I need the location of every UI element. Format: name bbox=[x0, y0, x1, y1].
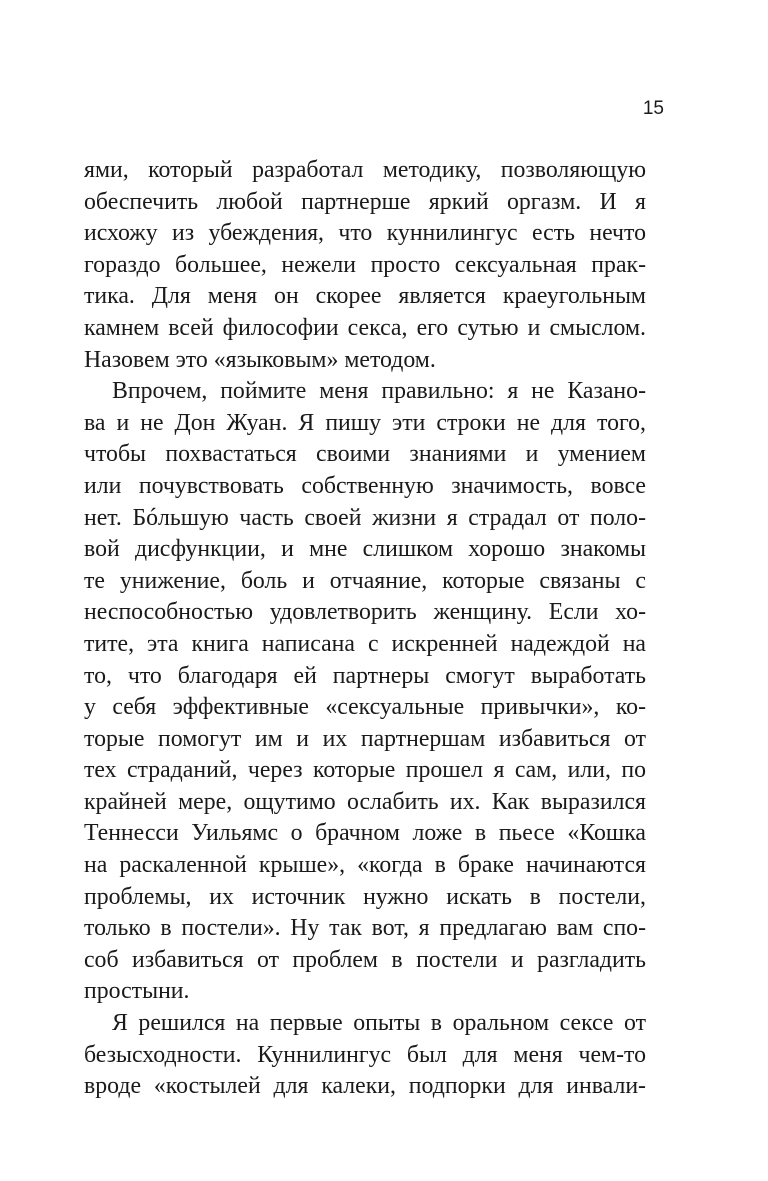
text-line: нет. Бóльшую часть своей жизни я страдал от поло- bbox=[84, 504, 646, 531]
text-line: торые помогут им и их партнершам избавиться от bbox=[84, 725, 646, 752]
text-line: то, что благодаря ей партнеры смогут выработать bbox=[84, 662, 646, 689]
text-line: чтобы похвастаться своими знаниями и умением bbox=[84, 441, 646, 468]
text-line: тите, эта книга написана с искренней надеждой на bbox=[84, 630, 646, 657]
text-line: ями, который разработал методику, позволяющую bbox=[84, 157, 646, 183]
text-line: на раскаленной крыше», «когда в браке начинаются bbox=[84, 852, 646, 879]
text-line: Теннесси Уильямс о брачном ложе в пьесе «Кошка bbox=[84, 820, 646, 847]
text-line: Впрочем, поймите меня правильно: я не Казано- bbox=[112, 378, 646, 405]
text-line: или почувствовать собственную значимость, вовсе bbox=[84, 472, 646, 499]
paragraph-2 bbox=[84, 376, 646, 1008]
text-line: Я решился на первые опыты в оральном сексе от bbox=[112, 1010, 646, 1037]
text-line: ва и не Дон Жуан. Я пишу эти строки не для того, bbox=[84, 409, 646, 436]
text-line: те унижение, боль и отчаяние, которые связаны с bbox=[84, 567, 646, 594]
text-line: тика. Для меня он скорее является краеугольным bbox=[84, 283, 646, 310]
text-line: камнем всей философии секса, его сутью и смыслом. bbox=[84, 314, 646, 341]
text-line: тех страданий, через которые прошел я сам, или, по bbox=[84, 757, 646, 784]
paragraph-1 bbox=[84, 155, 646, 376]
text-line: обеспечить любой партнерше яркий оргазм. И я bbox=[84, 188, 646, 215]
paragraph-3 bbox=[84, 1008, 646, 1103]
text-line: простыни. bbox=[84, 978, 190, 1005]
text-line: гораздо большее, нежели просто сексуальная прак- bbox=[84, 251, 646, 278]
text-line: у себя эффективные «сексуальные привычки», ко- bbox=[84, 694, 646, 721]
text-line: вой дисфункции, и мне слишком хорошо знакомы bbox=[84, 536, 646, 563]
body-text bbox=[84, 155, 646, 1103]
text-line: только в постели». Ну так вот, я предлагаю вам спо- bbox=[84, 915, 646, 942]
text-line: соб избавиться от проблем в постели и разгладить bbox=[84, 946, 646, 973]
text-line: крайней мере, ощутимо ослабить их. Как выразился bbox=[84, 788, 646, 815]
page-number: 15 bbox=[642, 98, 664, 119]
text-line: неспособностью удовлетворить женщину. Если хо- bbox=[84, 599, 646, 626]
text-line: вроде «костылей для калеки, подпорки для инвали- bbox=[84, 1073, 646, 1100]
text-line: проблемы, их источник нужно искать в постели, bbox=[84, 883, 646, 910]
text-line: безысходности. Куннилингус был для меня чем-то bbox=[84, 1041, 646, 1068]
text-line: Назовем это «языковым» методом. bbox=[84, 346, 436, 373]
text-line: исхожу из убеждения, что куннилингус есть нечто bbox=[84, 220, 646, 247]
